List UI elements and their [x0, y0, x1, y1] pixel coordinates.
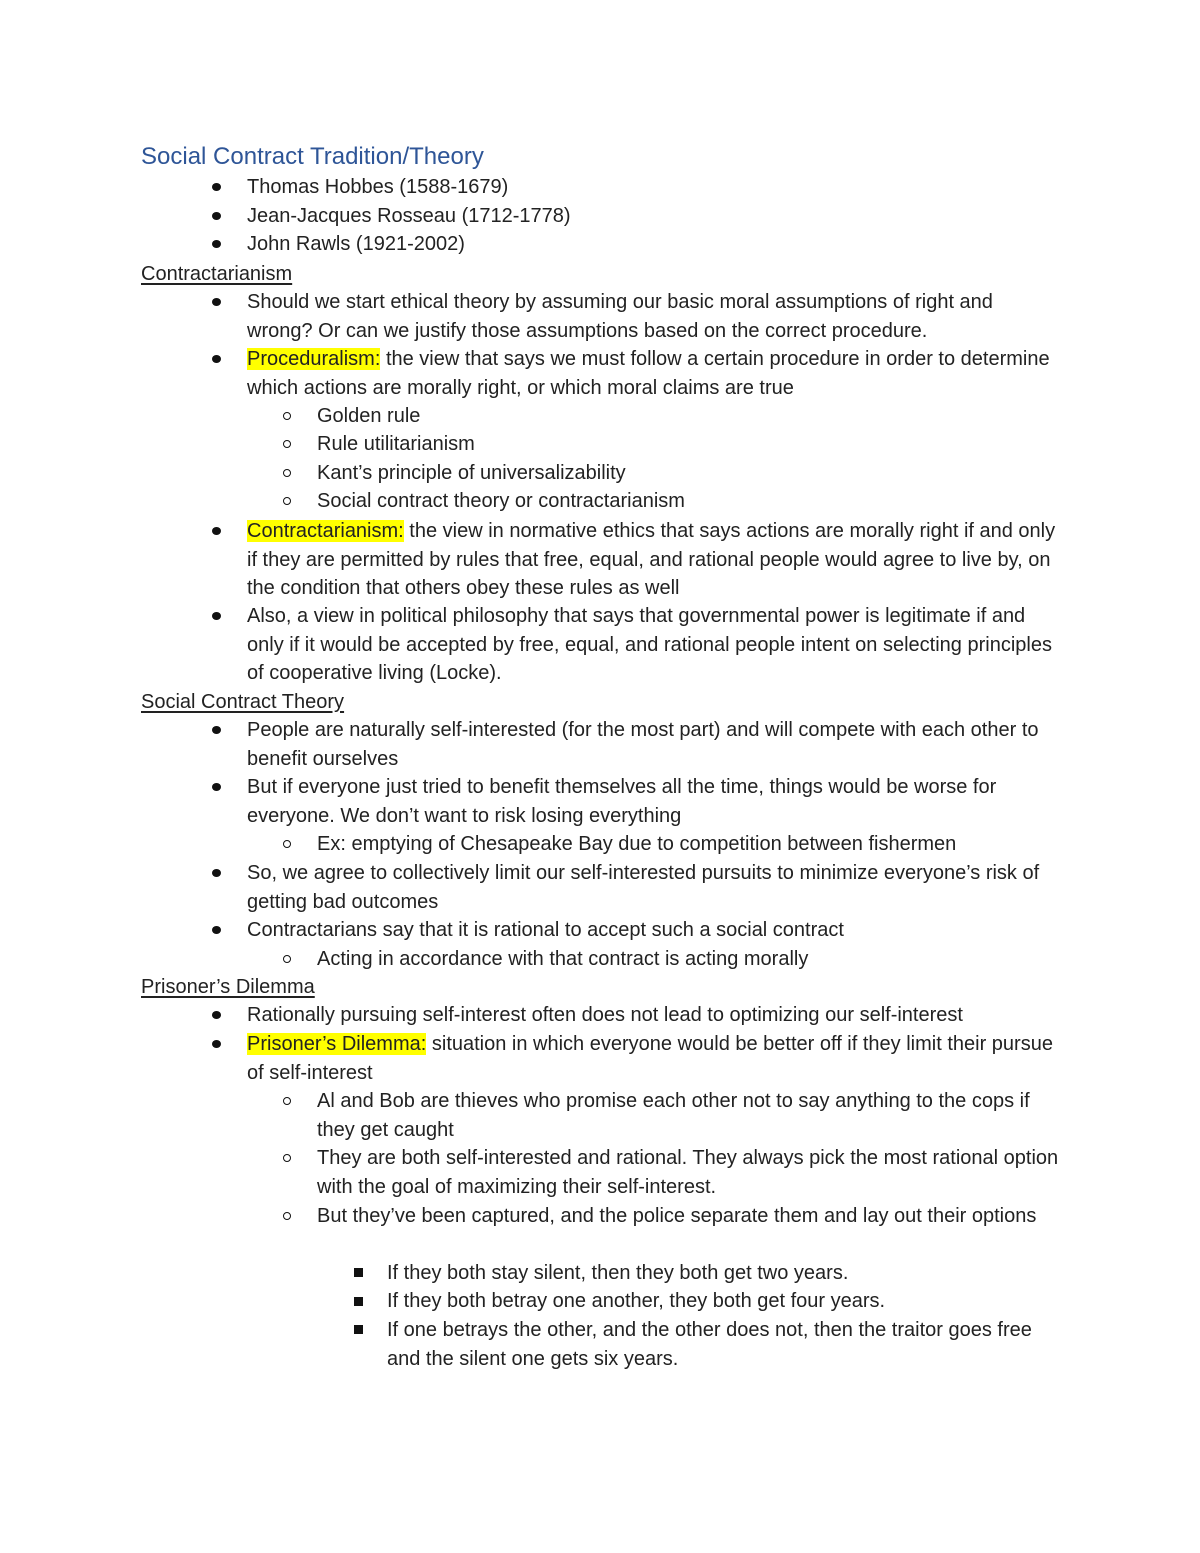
- list-item: If they both stay silent, then they both get two years.: [387, 1262, 849, 1284]
- highlighted-term: Proceduralism:: [247, 348, 381, 370]
- bullet-circle-icon: [283, 1212, 291, 1220]
- bullet-circle-icon: [283, 469, 291, 477]
- bullet-square-icon: [354, 1297, 363, 1306]
- section-heading-prisoners-dilemma: Prisoner’s Dilemma: [141, 976, 315, 998]
- section-heading-contractarianism: Contractarianism: [141, 263, 293, 285]
- definition-text: the view that says we must follow a certain procedure in order to determine which actions are morally right, or which moral claims are true: [247, 348, 1050, 399]
- list-item: Jean-Jacques Rosseau (1712-1778): [247, 205, 571, 227]
- list-item: Also, a view in political philosophy that says that governmental power is legitimate if and only if it would be accepted by free, equal, and rational people intent on selecting principles of cooperative living (Locke).: [247, 605, 1052, 684]
- section-heading-social-contract-theory: Social Contract Theory: [141, 691, 345, 713]
- bullet-circle-icon: [283, 497, 291, 505]
- highlighted-term: Contractarianism:: [247, 520, 404, 542]
- list-item: Social contract theory or contractarianism: [317, 490, 685, 512]
- bullet-disc-icon: [212, 783, 221, 791]
- document-title: Social Contract Tradition/Theory: [141, 143, 484, 170]
- list-item: [247, 517, 1062, 603]
- list-item: [247, 345, 1062, 402]
- list-item: Ex: emptying of Chesapeake Bay due to competition between fishermen: [317, 833, 957, 855]
- list-item: If one betrays the other, and the other does not, then the traitor goes free and the silent one gets six years.: [387, 1319, 1032, 1370]
- bullet-square-icon: [354, 1268, 363, 1277]
- list-item: John Rawls (1921-2002): [247, 233, 465, 255]
- list-item: [247, 1030, 1062, 1087]
- list-item: Kant’s principle of universalizability: [317, 462, 626, 484]
- bullet-circle-icon: [283, 440, 291, 448]
- list-item: So, we agree to collectively limit our self-interested pursuits to minimize everyone’s risk of getting bad outcomes: [247, 862, 1040, 913]
- bullet-disc-icon: [212, 612, 221, 620]
- bullet-disc-icon: [212, 212, 221, 220]
- list-item: Golden rule: [317, 405, 421, 427]
- highlighted-term: Prisoner’s Dilemma:: [247, 1033, 427, 1055]
- bullet-circle-icon: [283, 840, 291, 848]
- list-item: Contractarians say that it is rational to accept such a social contract: [247, 919, 844, 941]
- bullet-disc-icon: [212, 926, 221, 934]
- bullet-disc-icon: [212, 527, 221, 535]
- definition-text: the view in normative ethics that says actions are morally right if and only if they are permitted by rules that free, equal, and rational people would agree to live by, on the condition that others obey these rules as well: [247, 520, 1056, 599]
- list-item: If they both betray one another, they both get four years.: [387, 1290, 886, 1312]
- bullet-circle-icon: [283, 412, 291, 420]
- bullet-disc-icon: [212, 726, 221, 734]
- list-item: They are both self-interested and rational. They always pick the most rational option with the goal of maximizing their self-interest.: [317, 1147, 1059, 1198]
- definition-text: situation in which everyone would be better off if they limit their pursue of self-interest: [247, 1033, 1053, 1084]
- bullet-disc-icon: [212, 869, 221, 877]
- list-item: Rationally pursuing self-interest often does not lead to optimizing our self-interest: [247, 1004, 963, 1026]
- bullet-circle-icon: [283, 1097, 291, 1105]
- list-item: But they’ve been captured, and the police separate them and lay out their options: [317, 1205, 1037, 1227]
- list-item: But if everyone just tried to benefit themselves all the time, things would be worse for everyone. We don’t want to risk losing everything: [247, 776, 997, 827]
- list-item: People are naturally self-interested (for the most part) and will compete with each other to benefit ourselves: [247, 719, 1039, 770]
- bullet-circle-icon: [283, 1154, 291, 1162]
- bullet-disc-icon: [212, 1040, 221, 1048]
- bullet-disc-icon: [212, 298, 221, 306]
- list-item: Rule utilitarianism: [317, 433, 475, 455]
- bullet-disc-icon: [212, 183, 221, 191]
- list-item: Al and Bob are thieves who promise each other not to say anything to the cops if they get caught: [317, 1090, 1030, 1141]
- bullet-disc-icon: [212, 1011, 221, 1019]
- bullet-disc-icon: [212, 355, 221, 363]
- bullet-circle-icon: [283, 955, 291, 963]
- list-item: Thomas Hobbes (1588-1679): [247, 176, 509, 198]
- bullet-square-icon: [354, 1325, 363, 1334]
- list-item: Acting in accordance with that contract is acting morally: [317, 948, 809, 970]
- list-item: Should we start ethical theory by assuming our basic moral assumptions of right and wrong? Or can we justify those assumptions based on the correct procedure.: [247, 291, 993, 342]
- bullet-disc-icon: [212, 240, 221, 248]
